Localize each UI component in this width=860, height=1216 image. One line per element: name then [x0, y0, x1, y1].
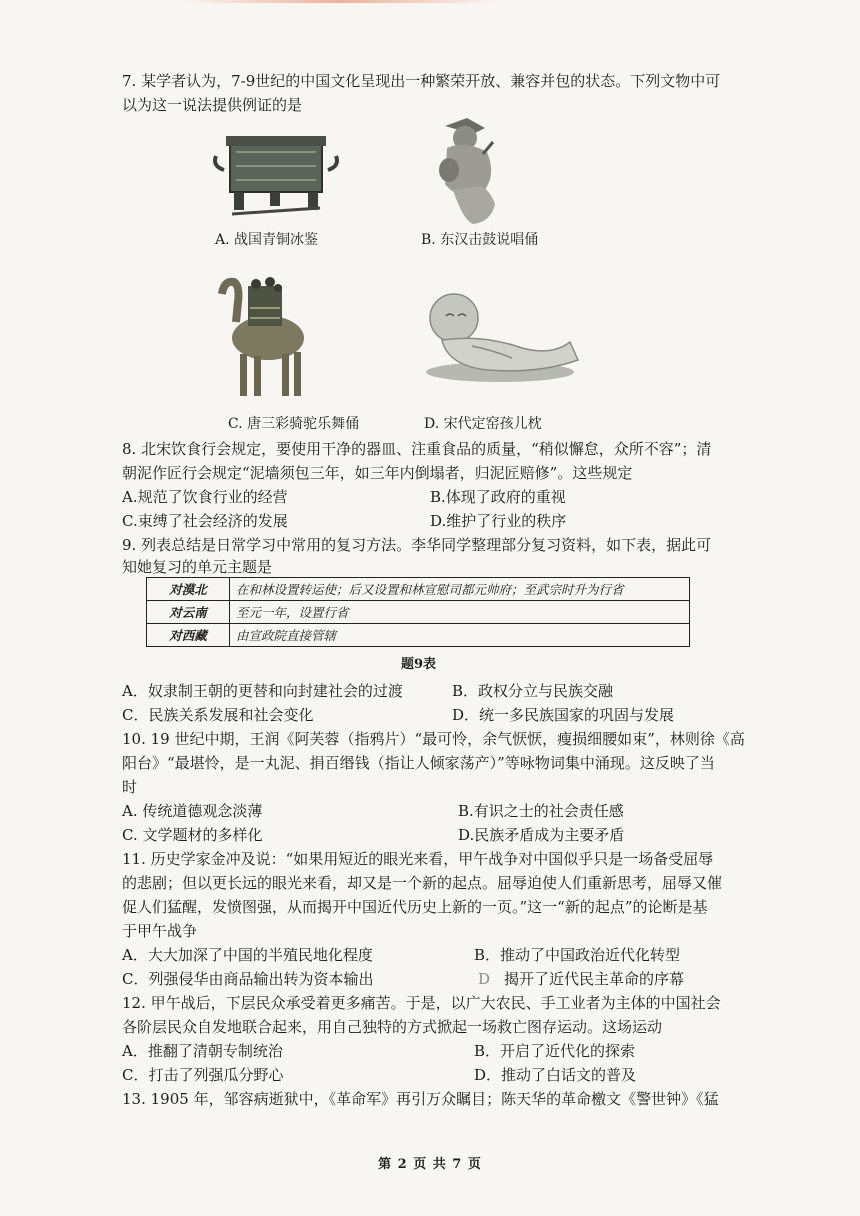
q8-option-d: D.维护了行业的秩序 — [430, 512, 567, 530]
q9-option-a: A．奴隶制王朝的更替和向封建社会的过渡 — [122, 682, 403, 700]
table-row — [147, 601, 690, 624]
q12-stem-line2: 各阶层民众自发地联合起来，用自己独特的方式掀起一场救亡图存运动。这场运动 — [122, 1018, 663, 1036]
q12-option-d: D．推动了白话文的普及 — [474, 1066, 637, 1084]
q7-option-a: A. 战国青铜冰鉴 — [215, 232, 319, 248]
page-footer: 第 2 页 共 7 页 — [378, 1157, 482, 1172]
q9-option-b: B．政权分立与民族交融 — [452, 682, 614, 700]
q10-option-d: D.民族矛盾成为主要矛盾 — [458, 826, 625, 844]
q7-option-c: C. 唐三彩骑驼乐舞俑 — [228, 416, 360, 432]
q7-stem-line1: 7. 某学者认为，7-9世纪的中国文化呈现出一种繁荣开放、兼容并包的状态。下列文物中可 — [122, 72, 721, 90]
q8-option-a: A.规范了饮食行业的经营 — [122, 488, 288, 506]
ding-kiln-child-pillow-image — [412, 284, 588, 388]
q11-option-d: 揭开了近代民主革命的序幕 — [504, 970, 685, 988]
q10-stem-line3: 时 — [122, 778, 138, 796]
q11-option-a: A．大大加深了中国的半殖民地化程度 — [122, 946, 373, 964]
q9-table — [146, 577, 690, 647]
q10-stem-line2: 阳台》“最堪怜，是一丸泥、捐百缗钱（指让人倾家荡产）”等咏物词集中涌现。这反映了当 — [122, 754, 715, 772]
q10-option-b: B.有识之士的社会责任感 — [458, 802, 624, 820]
q7-stem-line2: 以为这一说法提供例证的是 — [122, 96, 303, 114]
q10-option-a: A. 传统道德观念淡薄 — [122, 802, 263, 820]
table-row-value: 由宣政院直接管辖 — [230, 624, 690, 647]
q9-option-c: C．民族关系发展和社会变化 — [122, 706, 314, 724]
q11-stem-line2: 的悲剧；但以更长远的眼光来看，却又是一个新的起点。屈辱迫使人们重新思考，屈辱又催 — [122, 874, 723, 892]
top-edge-mark — [180, 0, 500, 3]
table-row-key: 对漠北 — [147, 578, 230, 601]
q9-stem-line2: 知她复习的单元主题是 — [122, 558, 273, 576]
tang-sancai-camel-image — [212, 274, 312, 404]
q10-stem-line1: 10. 19 世纪中期，王润《阿芙蓉（指鸦片）“最可怜，余气恹恹，瘦损细腰如束”，林则徐《高 — [122, 730, 745, 748]
q11-stem-line3: 促人们猛醒，发愤图强，从而揭开中国近代历史上新的一页。”这一“新的起点”的论断是基 — [122, 898, 708, 916]
q10-option-c: C. 文学题材的多样化 — [122, 826, 263, 844]
q7-option-b: B. 东汉击鼓说唱俑 — [421, 232, 539, 248]
q8-option-c: C.束缚了社会经济的发展 — [122, 512, 288, 530]
q8-option-b: B.体现了政府的重视 — [430, 488, 566, 506]
q11-option-b: B．推动了中国政治近代化转型 — [474, 946, 681, 964]
q9-option-d: D．统一多民族国家的巩固与发展 — [452, 706, 675, 724]
q11-stem-line4: 于甲午战争 — [122, 922, 198, 940]
q12-option-a: A．推翻了清朝专制统治 — [122, 1042, 283, 1060]
q9-stem-line1: 9. 列表总结是日常学习中常用的复习方法。李华同学整理部分复习资料，如下表，据此可 — [122, 536, 712, 554]
q7-option-d: D. 宋代定窑孩儿枕 — [424, 416, 542, 432]
table-row-value: 在和林设置转运使；后又设置和林宣慰司都元帅府；至武宗时升为行省 — [230, 578, 690, 601]
drummer-figurine-image — [425, 114, 507, 226]
q12-option-c: C．打击了列强瓜分野心 — [122, 1066, 284, 1084]
q11-stem-line1: 11. 历史学家金冲及说：“如果用短近的眼光来看，甲午战争对中国似乎只是一场备受屈辱 — [122, 850, 714, 868]
q8-stem-line1: 8. 北宋饮食行会规定，要使用干净的器皿、注重食品的质量，“稍似懈怠，众所不容”；清 — [122, 440, 712, 458]
q8-stem-line2: 朝泥作匠行会规定“泥墙须包三年，如三年内倒塌者，归泥匠赔修”。这些规定 — [122, 464, 633, 482]
bronze-ice-vessel-image — [212, 122, 340, 222]
q9-table-caption: 题9表 — [401, 657, 437, 672]
q11-option-c: C．列强侵华由商品输出转为资本输出 — [122, 970, 374, 988]
q13-stem-line1: 13. 1905 年，邹容病逝狱中，《革命军》再引万众瞩目；陈天华的革命檄文《警世钟》《猛 — [122, 1090, 719, 1108]
table-row — [147, 624, 690, 647]
q11-option-d-letter: D — [478, 970, 491, 988]
table-row-value: 至元一年，设置行省 — [230, 601, 690, 624]
q12-stem-line1: 12. 甲午战后，下层民众承受着更多痛苦。于是，以广大农民、手工业者为主体的中国社会 — [122, 994, 721, 1012]
table-row — [147, 578, 690, 601]
table-row-key: 对西藏 — [147, 624, 230, 647]
table-row-key: 对云南 — [147, 601, 230, 624]
q12-option-b: B．开启了近代化的探索 — [474, 1042, 636, 1060]
